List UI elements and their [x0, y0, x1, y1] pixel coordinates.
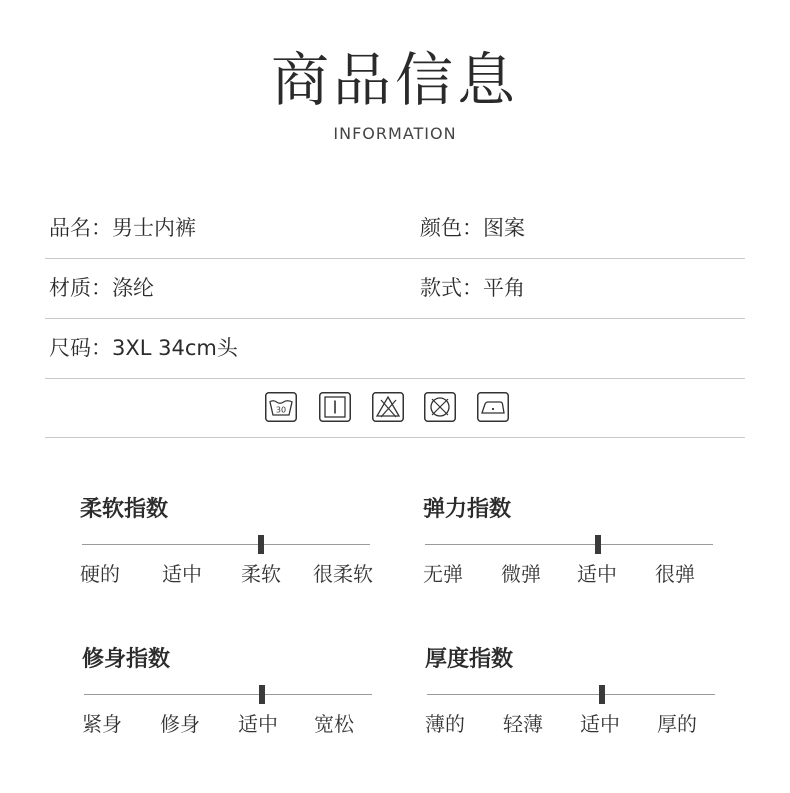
thickness-track [427, 694, 715, 695]
elasticity-title: 弹力指数 [423, 497, 512, 522]
softness-scale [80, 492, 380, 602]
elasticity-scale [423, 492, 723, 602]
thickness-label: 适中 [580, 712, 620, 736]
info-row-3 [45, 318, 745, 379]
fit-track [84, 694, 372, 695]
tumble-dry-icon [319, 392, 351, 422]
page-title: 商品信息 [270, 46, 519, 114]
elasticity-label: 适中 [577, 562, 617, 586]
product-color: 颜色：图案 [420, 216, 525, 240]
page-subtitle: INFORMATION [333, 124, 457, 143]
thickness-label: 厚的 [657, 712, 697, 736]
no-dry-clean-icon [424, 392, 456, 422]
fit-title: 修身指数 [82, 647, 171, 672]
fit-label: 紧身 [82, 712, 122, 736]
elasticity-label: 很弹 [655, 562, 695, 586]
care-symbols-row [45, 378, 745, 438]
softness-marker [258, 535, 264, 554]
fit-scale [82, 642, 382, 752]
elasticity-track [425, 544, 713, 545]
wash-temperature: 30 [275, 405, 287, 415]
thickness-label: 薄的 [425, 712, 465, 736]
no-bleach-icon [372, 392, 404, 422]
elasticity-marker [595, 535, 601, 554]
elasticity-label: 无弹 [423, 562, 463, 586]
product-size: 尺码：3XL 34cm头 [49, 336, 238, 360]
product-material: 材质：涤纶 [49, 276, 154, 300]
thickness-title: 厚度指数 [425, 647, 514, 672]
softness-track [82, 544, 370, 545]
thickness-scale [425, 642, 725, 752]
softness-label: 很柔软 [313, 562, 373, 586]
softness-label: 硬的 [80, 562, 120, 586]
iron-icon [477, 392, 509, 422]
product-name: 品名：男士内裤 [49, 216, 196, 240]
softness-label: 适中 [162, 562, 202, 586]
thickness-marker [599, 685, 605, 704]
wash-30-icon [265, 392, 297, 422]
info-row-1 [45, 198, 745, 259]
info-row-2 [45, 258, 745, 319]
thickness-label: 轻薄 [503, 712, 543, 736]
product-style: 款式：平角 [420, 276, 525, 300]
fit-label: 适中 [238, 712, 278, 736]
fit-label: 修身 [160, 712, 200, 736]
fit-marker [259, 685, 265, 704]
softness-label: 柔软 [241, 562, 281, 586]
fit-label: 宽松 [314, 712, 354, 736]
softness-title: 柔软指数 [80, 497, 169, 522]
elasticity-label: 微弹 [501, 562, 541, 586]
